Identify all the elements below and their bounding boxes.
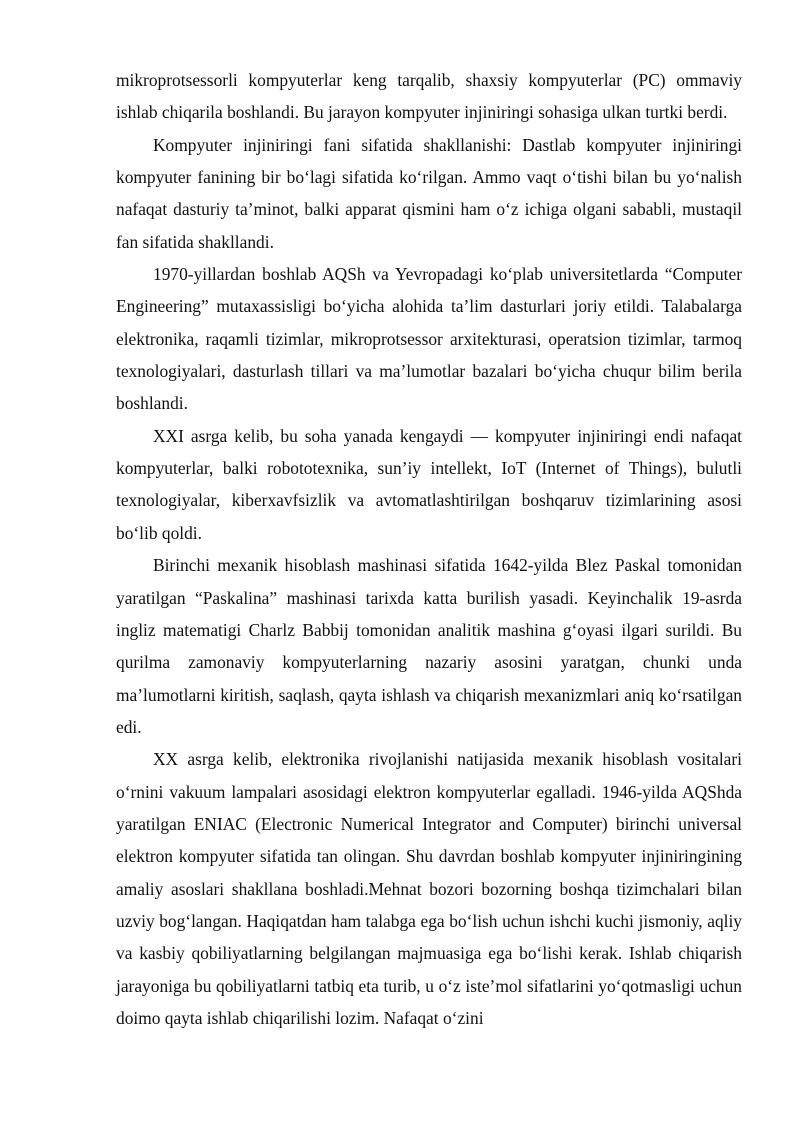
paragraph-electronic-computers: XX asrga kelib, elektronika rivojlanishi natijasida mexanik hisoblash vositalari o‘rnini vakuum lampalari asosidagi elektron kompyuterlar egalladi. 1946-yilda AQShda yaratilgan ENIAC (Electronic Numerical Integrator and Computer) birinchi universal elektron kompyuter sifatida tan olingan. Shu davrdan boshlab kompyuter injiniringining amaliy asoslari shakllana boshladi.Mehnat bozori bozorning boshqa tizimchalari bilan uzviy bog‘langan. Haqiqatdan ham talabga ega bo‘lish uchun ishchi kuchi jismoniy, aqliy va kasbiy qobiliyatlarning belgilangan majmuasiga ega bo‘lishi kerak. Ishlab chiqarish jarayoniga bu qobiliyatlarni tatbiq eta turib, u o‘z iste’mol sifatlarini yo‘qotmasligi uchun doimo qayta ishlab chiqarilishi lozim. Nafaqat o‘zini xyxy=(116,749,742,1028)
document-page xyxy=(116,64,742,1034)
paragraph-discipline-formation: Kompyuter injiniringi fani sifatida shakllanishi: Dastlab kompyuter injiniringi kompyuter fanining bir bo‘lagi sifatida ko‘rilgan. Ammo vaqt o‘tishi bilan bu yo‘nalish nafaqat dasturiy ta’minot, balki apparat qismini ham o‘z ichiga olgani sababli, mustaqil fan sifatida shakllandi. xyxy=(116,134,742,252)
paragraph-21st-century: XXI asrga kelib, bu soha yanada kengaydi — kompyuter injiniringi endi nafaqat kompyuterlar, balki robototexnika, sun’iy intellekt, IoT (Internet of Things), bulutli texnologiyalar, kiberxavfsizlik va avtomatlashtirilgan boshqaruv tizimlarining asosi bo‘lib qoldi. xyxy=(116,425,742,543)
paragraph-pc-mass-production: mikroprotsessorli kompyuterlar keng tarqalib, shaxsiy kompyuterlar (PC) ommaviy ishlab chiqarila boshlandi. Bu jarayon kompyuter injiniringi sohasiga ulkan turtki berdi. xyxy=(116,70,742,123)
paragraph-mechanical-computers: Birinchi mexanik hisoblash mashinasi sifatida 1642-yilda Blez Paskal tomonidan yaratilgan “Paskalina” mashinasi tarixda katta burilish yasadi. Keyinchalik 19-asrda ingliz matematigi Charlz Babbij tomonidan analitik mashina g‘oyasi ilgari surildi. Bu qurilma zamonaviy kompyuterlarning nazariy asosini yaratgan, chunki unda ma’lumotlarni kiritish, saqlash, qayta ishlash va chiqarish mexanizmlari aniq ko‘rsatilgan edi. xyxy=(116,555,742,737)
paragraph-university-programs: 1970-yillardan boshlab AQSh va Yevropadagi ko‘plab universitetlarda “Computer Engineering” mutaxassisligi bo‘yicha alohida ta’lim dasturlari joriy etildi. Talabalarga elektronika, raqamli tizimlar, mikroprotsessor arxitekturasi, operatsion tizimlar, tarmoq texnologiyalari, dasturlash tillari va ma’lumotlar bazalari bo‘yicha chuqur bilim berila boshlandi. xyxy=(116,264,742,414)
